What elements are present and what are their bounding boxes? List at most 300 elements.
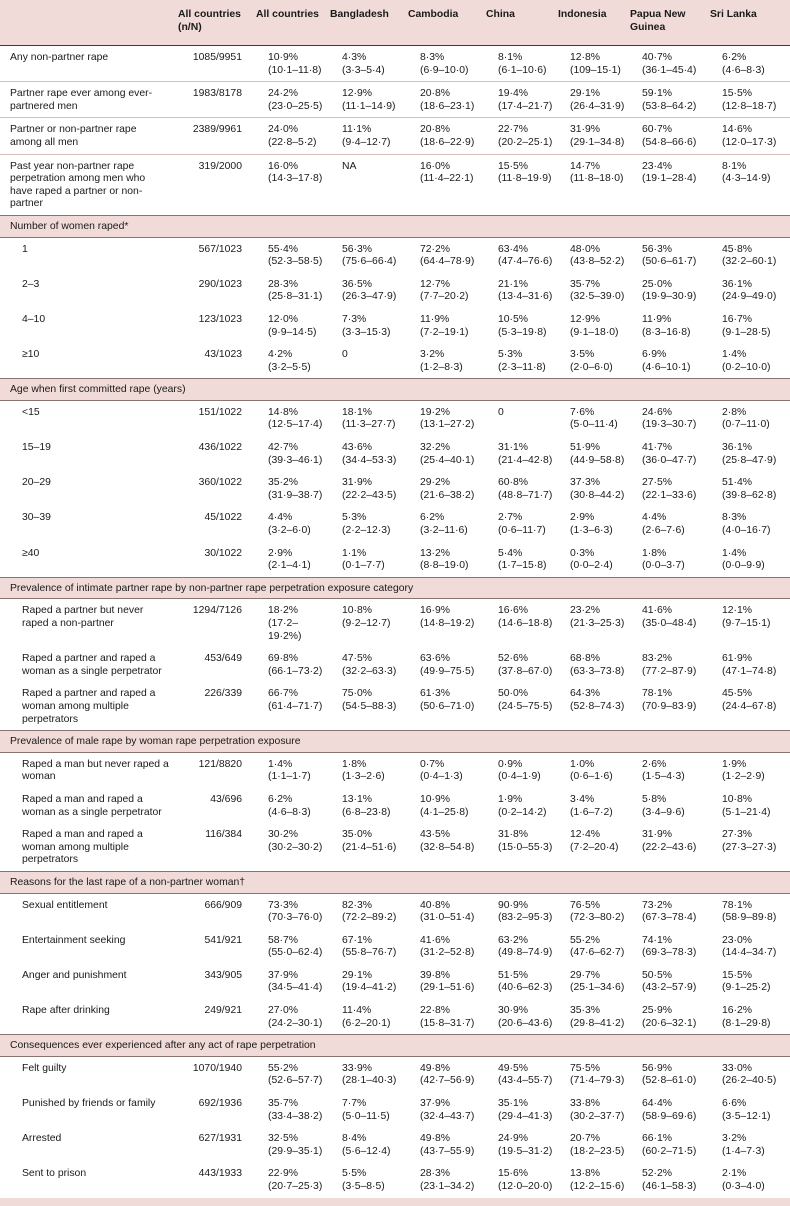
row-label: Rape after drinking [22,1005,110,1017]
row-label: Anger and punishment [22,969,127,981]
value-cell [710,823,790,871]
value-cell [330,118,408,154]
percent-value: 45·8% [722,243,753,255]
row-count: 436/1022 [198,442,242,454]
percent-value: 58·7% [268,934,299,946]
percent-value: 74·1% [642,934,673,946]
percent-value: 43·6% [342,442,373,454]
percent-value: 78·1% [642,688,673,700]
value-cell [408,471,486,506]
value-cell [486,471,558,506]
value-cell [408,154,486,215]
percent-value: 45·5% [722,688,753,700]
value-cell [408,999,486,1035]
percent-value: 10·8% [342,605,373,617]
confidence-interval: (11·4–22·1) [420,173,474,185]
value-cell [256,929,330,964]
section-header [0,1035,790,1057]
value-cell [558,400,630,436]
header-row [0,0,790,46]
value-cell [330,46,408,82]
percent-value: 83·2% [642,653,673,665]
confidence-interval: (60·2–71·5) [642,1145,697,1157]
confidence-interval: (25·1–34·6) [570,982,625,994]
confidence-interval: (83·2–95·3) [498,912,553,924]
confidence-interval: (6·2–20·1) [342,1017,391,1029]
value-cell [330,929,408,964]
value-cell [710,118,790,154]
percent-value: 24·6% [642,406,673,418]
percent-value: 75·5% [570,1062,601,1074]
confidence-interval: (31·0–51·4) [420,912,475,924]
value-cell [330,1162,408,1197]
value-cell [256,647,330,682]
confidence-interval: (31·2–52·8) [420,947,475,959]
header-col-all: All countries [256,9,319,20]
percent-value: 63·4% [498,243,529,255]
value-cell [630,647,710,682]
percent-value: 2·8% [722,406,747,418]
percent-value: 35·0% [342,829,373,841]
confidence-interval: (21·4–51·6) [342,841,397,853]
value-cell [486,273,558,308]
value-cell [256,237,330,273]
confidence-interval: (54·8–66·6) [642,136,697,148]
value-cell [630,237,710,273]
confidence-interval: (5·1–21·4) [722,806,771,818]
table-row [0,893,790,929]
percent-value: 5·4% [498,547,523,559]
value-cell [630,893,710,929]
value-cell [486,436,558,471]
row-count: 453/649 [204,653,242,665]
confidence-interval: (4·6–10·1) [642,361,691,373]
confidence-interval: (1·4–7·3) [722,1145,765,1157]
percent-value: 69·8% [268,653,299,665]
value-cell [710,400,790,436]
confidence-interval: (6·1–10·6) [498,64,547,76]
value-cell [486,308,558,343]
confidence-interval: (3·5–12·1) [722,1110,771,1122]
row-count: 290/1023 [198,278,242,290]
confidence-interval: (49·8–74·9) [498,947,553,959]
value-cell [408,237,486,273]
percent-value: 3·2% [420,349,445,361]
row-label: 20–29 [22,477,51,489]
header-label [0,0,174,46]
percent-value: 16·0% [420,160,451,172]
confidence-interval: (66·1–73·2) [268,665,323,677]
percent-value: 11·9% [642,313,672,325]
confidence-interval: (0·4–1·3) [420,771,463,783]
value-cell [408,343,486,379]
confidence-interval: (5·6–12·4) [342,1145,391,1157]
percent-value: 35·3% [570,1005,601,1017]
value-cell [630,999,710,1035]
confidence-interval: (3·5–8·5) [342,1181,385,1192]
table-row [0,823,790,871]
confidence-interval: (5·3–19·8) [498,326,547,338]
row-label: Sexual entitlement [22,899,108,911]
confidence-interval: (2·6–7·6) [642,525,685,537]
confidence-interval: (43·4–55·7) [498,1075,553,1087]
percent-value: 4·3% [342,52,367,63]
percent-value: 16·6% [498,605,529,617]
value-cell [408,599,486,647]
confidence-interval: (58·9–89·8) [722,912,777,924]
confidence-interval: (9·1–18·0) [570,326,619,338]
percent-value: 7·6% [570,406,595,418]
value-cell [408,823,486,871]
value-cell [330,343,408,379]
confidence-interval: (3·3–15·3) [342,326,391,338]
value-cell [330,1092,408,1127]
value-cell [408,647,486,682]
percent-value: 36·1% [722,278,753,290]
confidence-interval: (36·1–45·4) [642,64,697,76]
confidence-interval: (22·2–43·5) [342,489,397,501]
confidence-interval: (47·1–74·8) [722,665,777,677]
percent-value: 32·5% [268,1133,299,1145]
confidence-interval: (19·5–31·2) [498,1145,553,1157]
confidence-interval: (47·6–62·7) [570,947,625,959]
value-cell [408,506,486,541]
row-count: 123/1023 [198,313,242,325]
value-cell [558,82,630,118]
confidence-interval: (18·6–23·1) [420,100,475,112]
value-cell [486,400,558,436]
percent-value: 28·3% [420,1168,451,1180]
confidence-interval: (12·8–18·7) [722,100,777,112]
value-cell [710,237,790,273]
percent-value: 12·1% [722,605,753,617]
confidence-interval: (8·3–16·8) [642,326,691,338]
confidence-interval: (32·2–63·3) [342,665,397,677]
confidence-interval: (22·2–43·6) [642,841,697,853]
value-cell [486,343,558,379]
row-count: 116/384 [205,829,242,841]
percent-value: 30·9% [498,1005,529,1017]
value-cell [558,542,630,578]
percent-value: 23·4% [642,160,673,172]
percent-value: 6·2% [722,52,747,63]
value-cell [710,436,790,471]
value-cell [486,506,558,541]
value-cell [558,506,630,541]
confidence-interval: (20·2–25·1) [498,136,553,148]
value-cell [558,308,630,343]
value-cell [630,154,710,215]
percent-value: 35·1% [498,1098,529,1110]
percent-value: 6·9% [642,349,667,361]
row-count: 541/921 [204,934,242,946]
row-label: 30–39 [22,512,51,524]
table-row [0,237,790,273]
percent-value: 16·2% [722,1005,753,1017]
value-cell [408,1092,486,1127]
value-cell [330,471,408,506]
percent-value: 36·5% [342,278,373,290]
table-row [0,154,790,215]
percent-value: 1·8% [342,758,367,770]
percent-value: 72·2% [420,243,451,255]
value-cell [330,400,408,436]
percent-value: 7·3% [342,313,367,325]
value-cell [408,542,486,578]
confidence-interval: (19·3–30·7) [642,419,697,431]
percent-value: 52·2% [642,1168,673,1180]
section-title: Age when first committed rape (years) [0,379,790,401]
confidence-interval: (77·2–87·9) [642,665,697,677]
confidence-interval: (30·2–37·7) [570,1110,625,1122]
value-cell [408,436,486,471]
header-col-china: China [486,9,515,20]
row-label: ≥10 [22,349,40,361]
value-cell [710,1092,790,1127]
value-cell [256,964,330,999]
table-row [0,752,790,788]
row-label: Sent to prison [22,1168,87,1180]
confidence-interval: (17·2–19·2%) [268,618,302,642]
row-label: ≥40 [22,547,40,559]
confidence-interval: (3·3–5·4) [342,64,385,76]
value-cell [558,682,630,730]
value-cell [408,788,486,823]
value-cell [630,1127,710,1162]
confidence-interval: (50·6–61·7) [642,256,697,268]
value-cell [630,46,710,82]
confidence-interval: (63·3–73·8) [570,665,625,677]
percent-value: 37·9% [268,969,299,981]
percent-value: 1·1% [342,547,367,559]
percent-value: 18·1% [342,406,373,418]
confidence-interval: (24·9–49·0) [722,291,777,303]
confidence-interval: (109–15·1) [570,64,621,76]
value-cell [630,82,710,118]
confidence-interval: (31·9–38·7) [268,489,323,501]
percent-value: 8·4% [342,1133,367,1145]
value-cell [408,308,486,343]
row-label: 1 [22,243,28,255]
value-cell [486,964,558,999]
percent-value: 41·7% [642,442,673,454]
row-label: 2–3 [22,278,40,290]
value-cell [408,682,486,730]
percent-value: 66·7% [268,688,299,700]
value-cell [330,788,408,823]
value-cell [256,154,330,215]
percent-value: 2·7% [498,512,523,524]
percent-value: 1·0% [570,758,595,770]
value-cell [558,237,630,273]
row-count: 1983/8178 [174,82,256,118]
confidence-interval: (61·4–71·7) [268,700,323,712]
confidence-interval: (37·8–67·0) [498,665,553,677]
row-count: 43/1023 [204,349,242,361]
percent-value: 6·2% [268,793,293,805]
confidence-interval: (17·4–21·7) [498,100,553,112]
percent-value: 64·4% [642,1098,673,1110]
row-label: Raped a partner but never raped a non-partner [22,605,144,629]
percent-value: 47·5% [342,653,373,665]
value-cell [630,599,710,647]
confidence-interval: (5·0–11·4) [570,419,618,431]
percent-value: 40·7% [642,52,673,63]
row-count: 249/921 [204,1005,242,1017]
value-cell [330,999,408,1035]
row-count: 43/696 [210,793,242,805]
percent-value: 56·3% [342,243,373,255]
row-count: 627/1931 [198,1133,242,1145]
value-cell [408,929,486,964]
confidence-interval: (19·4–41·2) [342,982,397,994]
value-cell [710,471,790,506]
confidence-interval: (19·9–30·9) [642,291,697,303]
value-cell [486,752,558,788]
row-count: 1294/7126 [192,605,242,617]
confidence-interval: (3·2–6·0) [268,525,311,537]
value-cell [710,1056,790,1092]
percent-value: 31·9% [342,477,373,489]
confidence-interval: (23·0–25·5) [268,100,323,112]
value-cell [408,273,486,308]
value-cell [486,82,558,118]
table-row [0,273,790,308]
confidence-interval: (14·6–18·8) [498,618,553,629]
row-count: 226/339 [204,688,242,700]
confidence-interval: (21·6–38·2) [420,489,475,501]
confidence-interval: (8·1–29·8) [722,1017,771,1029]
percent-value: 8·1% [722,160,747,172]
confidence-interval: (22·8–5·2) [268,136,317,148]
confidence-interval: (22·1–33·6) [642,489,697,501]
row-count: 151/1022 [198,406,242,418]
value-cell [710,599,790,647]
value-cell [630,118,710,154]
value-cell [486,599,558,647]
table-row [0,118,790,154]
value-cell [256,118,330,154]
percent-value: 10·5% [498,313,529,325]
value-cell [710,506,790,541]
percent-value: 61·3% [420,688,451,700]
value-cell [408,752,486,788]
row-label: Raped a man but never raped a woman [22,758,169,783]
percent-value: 35·7% [570,278,601,290]
percent-value: 12·9% [342,88,373,100]
percent-value: 15·5% [722,969,753,981]
value-cell [558,343,630,379]
percent-value: 29·2% [420,477,451,489]
value-cell [330,506,408,541]
header-col-nn: All countries (n/N) [178,9,241,33]
value-cell [486,999,558,1035]
confidence-interval: (13·4–31·6) [498,291,553,303]
value-cell [486,1127,558,1162]
confidence-interval: (1·2–2·9) [722,771,765,783]
percent-value: 49·8% [420,1133,451,1145]
confidence-interval: (0·6–1·6) [570,771,613,783]
value-cell [408,1056,486,1092]
confidence-interval: (32·4–43·7) [420,1110,475,1122]
row-label: Arrested [22,1133,62,1145]
percent-value: 82·3% [342,899,373,911]
percent-value: 20·8% [420,124,451,136]
percent-value: 22·7% [498,124,529,136]
row-label: Raped a partner and raped a woman among multiple perpetrators [22,688,156,725]
value-cell [256,823,330,871]
confidence-interval: (25·8–31·1) [268,291,323,303]
confidence-interval: (21·4–42·8) [498,454,553,466]
percent-value: 25·0% [642,278,673,290]
confidence-interval: (34·5–41·4) [268,982,323,994]
value-cell [558,436,630,471]
confidence-interval: (24·4–67·8) [722,700,777,712]
percent-value: 3·2% [722,1133,747,1145]
percent-value: 31·9% [570,124,601,136]
value-cell [710,788,790,823]
confidence-interval: (5·0–11·5) [342,1110,390,1122]
percent-value: 2·6% [642,758,667,770]
confidence-interval: (9·1–25·2) [722,982,771,994]
percent-value: 76·5% [570,899,601,911]
row-label: Partner rape ever among ever-partnered men [0,82,174,118]
confidence-interval: (43·7–55·9) [420,1145,475,1157]
percent-value: 29·1% [570,88,601,100]
percent-value: 1·4% [722,547,747,559]
row-count: 443/1933 [198,1168,242,1180]
value-cell [558,118,630,154]
value-cell [330,599,408,647]
confidence-interval: (1·2–8·3) [420,361,463,373]
percent-value: 37·9% [420,1098,451,1110]
confidence-interval: (75·6–66·4) [342,256,397,268]
percent-value: 20·8% [420,88,451,100]
section-title: Prevalence of intimate partner rape by non-partner rape perpetration exposure category [0,577,790,599]
value-cell [256,1127,330,1162]
percent-value: 32·2% [420,442,451,454]
confidence-interval: (2·2–12·3) [342,525,391,537]
value-cell [256,599,330,647]
value-cell [486,1162,558,1197]
value-cell [256,893,330,929]
confidence-interval: (27·3–27·3) [722,841,777,853]
value-cell [558,1127,630,1162]
table-row [0,1056,790,1092]
value-cell [408,400,486,436]
confidence-interval: (2·1–4·1) [268,560,311,572]
percent-value: 1·4% [722,349,747,361]
percent-value: 1·9% [498,793,523,805]
confidence-interval: (69·3–78·3) [642,947,697,959]
value-cell [630,1162,710,1197]
percent-value: 51·4% [722,477,753,489]
confidence-interval: (28·1–40·3) [342,1075,397,1087]
percent-value: 19·2% [420,406,451,418]
confidence-interval: (11·8–19·9) [498,173,552,185]
header-col-cambodia: Cambodia [408,9,459,20]
confidence-interval: (9·9–14·5) [268,326,317,338]
header-col-bangladesh: Bangladesh [330,9,389,20]
table-row [0,599,790,647]
percent-value: 12·4% [570,829,601,841]
percent-value: 24·2% [268,88,299,100]
confidence-interval: (2·3–11·8) [498,361,546,373]
percent-value: 30·2% [268,829,299,841]
value-cell [256,788,330,823]
table-row [0,1127,790,1162]
value-cell [630,400,710,436]
